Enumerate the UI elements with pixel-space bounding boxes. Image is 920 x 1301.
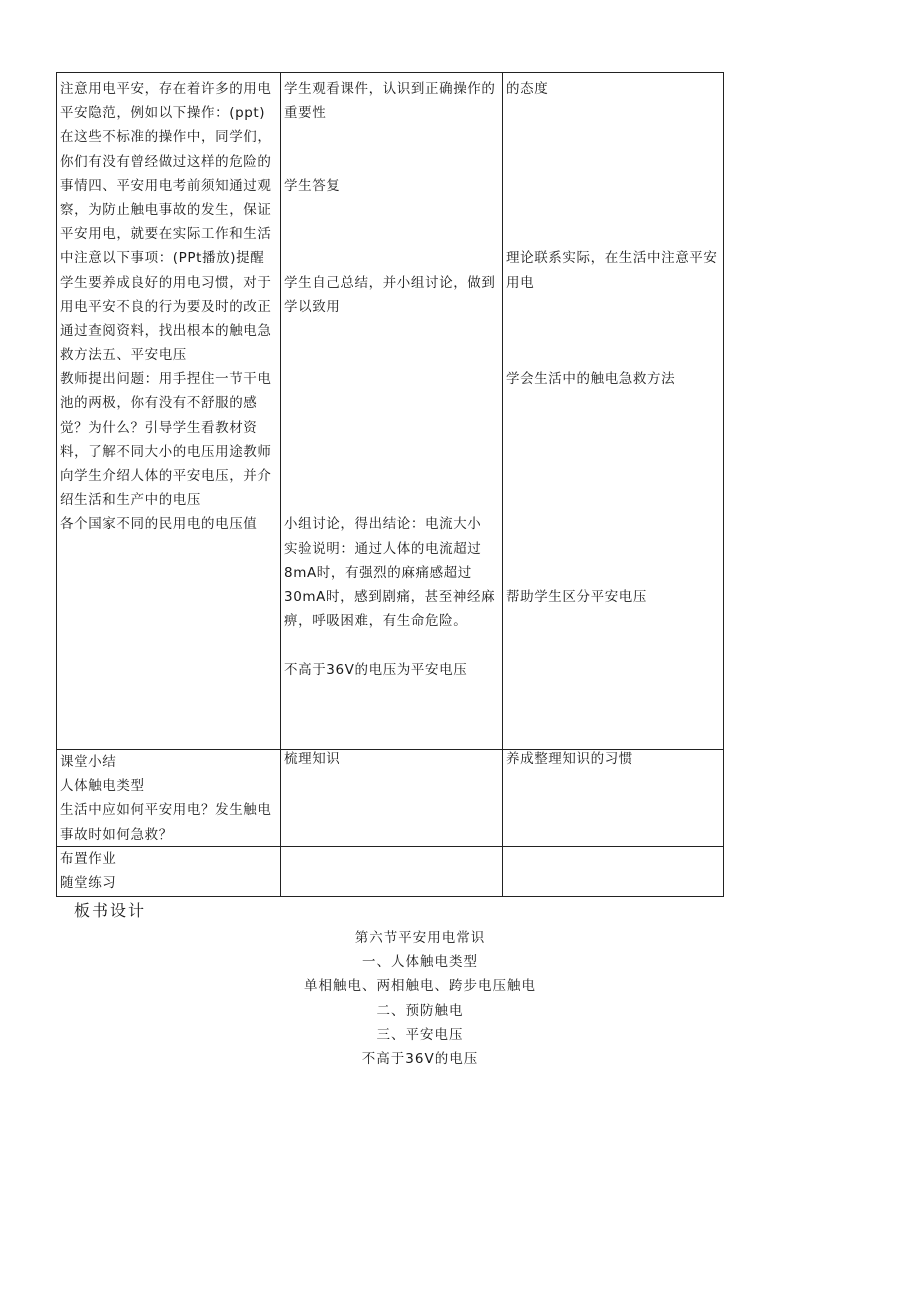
homework-purpose-cell (503, 847, 724, 897)
text-line: 8mA时，有强烈的麻痛感超过 (284, 564, 472, 581)
blank-line (506, 198, 722, 222)
text-line: 不高于36V的电压 (361, 1050, 479, 1067)
text-line: 痹，呼吸困难，有生命危险。 (284, 613, 468, 630)
blank-line (284, 488, 500, 512)
blank-line (506, 488, 722, 512)
text-line: 救方法五、平安电压 (60, 347, 187, 364)
blank-line (284, 416, 500, 440)
summary-student-cell (281, 747, 502, 843)
text-line: 第六节平安用电常识 (354, 930, 486, 946)
blank-line (506, 125, 722, 149)
text-line: 你们有没有曾经做过这样的危险的 (60, 153, 272, 170)
text-line: 注意用电平安，存在着许多的用电 (60, 81, 272, 97)
blank-line (506, 464, 722, 488)
text-line: 料，了解不同大小的电压用途教师 (60, 443, 272, 460)
homework-student-cell (281, 847, 502, 897)
text-line: 小组讨论，得出结论：电流大小 (284, 516, 482, 533)
text-line: 重要性 (284, 105, 327, 122)
text-line: 教师提出问题：用手捏住一节干电 (60, 371, 272, 388)
main-student-cell (281, 77, 502, 747)
text-line: 通过查阅资料，找出根本的触电急 (60, 322, 272, 339)
blank-line (284, 150, 500, 174)
text-line: 生活中应如何平安用电？发生触电 (60, 802, 272, 819)
blank-line (284, 343, 500, 367)
text-line: 事故时如何急救？ (60, 826, 173, 843)
blank-line (284, 464, 500, 488)
blank-line (284, 125, 500, 149)
text-line: 学以致用 (284, 298, 341, 315)
text-line: 不高于36V的电压为平安电压 (284, 661, 468, 678)
blank-line (506, 440, 722, 464)
board-design-content (200, 926, 640, 1071)
blank-line (506, 295, 722, 319)
blank-line (506, 416, 722, 440)
lesson-plan-table (56, 72, 724, 897)
blank-line (506, 150, 722, 174)
blank-line (284, 633, 500, 657)
text-line: 池的两极，你有没有不舒服的感 (60, 395, 258, 412)
text-line: 觉？为什么？引导学生看教材资 (60, 419, 258, 436)
text-line: 单相触电、两相触电、跨步电压触电 (304, 978, 536, 995)
text-line: 学生观看课件，认识到正确操作的 (284, 81, 496, 97)
text-line: 理论联系实际，在生活中注意平安 (506, 250, 718, 267)
blank-line (284, 440, 500, 464)
blank-line (506, 561, 722, 585)
summary-activity-cell (57, 750, 280, 846)
blank-line (506, 391, 722, 415)
text-line: 课堂小结 (60, 754, 117, 770)
homework-activity-cell (57, 847, 280, 897)
blank-line (284, 319, 500, 343)
text-line: 养成整理知识的习惯 (506, 751, 633, 767)
text-line: 各个国家不同的民用电的电压值 (60, 516, 258, 533)
text-line: 用电平安不良的行为要及时的改正 (60, 298, 272, 315)
text-line: 平安用电，就要在实际工作和生活 (60, 226, 272, 243)
text-line: 二、预防触电 (376, 1002, 464, 1019)
text-line: 的态度 (506, 81, 549, 97)
blank-line (284, 367, 500, 391)
text-line: 三、平安电压 (376, 1026, 464, 1043)
text-line: 中注意以下事项：(PPt播放)提醒 (60, 250, 265, 267)
blank-line (506, 537, 722, 561)
main-purpose-cell (503, 77, 724, 747)
text-line: 实验说明：通过人体的电流超过 (284, 540, 482, 557)
text-line: 随堂练习 (60, 875, 117, 892)
text-line: 绍生活和生产中的电压 (60, 492, 201, 509)
text-line: 布置作业 (60, 851, 117, 867)
text-line: 帮助学生区分平安电压 (506, 588, 647, 605)
text-line: 用电 (506, 274, 535, 291)
text-line: 梳理知识 (284, 751, 341, 767)
main-activity-cell (57, 77, 280, 747)
blank-line (506, 512, 722, 536)
text-line: 学生要养成良好的用电习惯，对于 (60, 274, 272, 291)
blank-line (506, 174, 722, 198)
text-line: 在这些不标准的操作中，同学们， (60, 129, 272, 146)
blank-line (284, 246, 500, 270)
blank-line (506, 319, 722, 343)
blank-line (506, 222, 722, 246)
text-line: 察，为防止触电事故的发生，保证 (60, 201, 272, 218)
text-line: 向学生介绍人体的平安电压，并介 (60, 468, 272, 484)
board-design-title: 板书设计 (74, 901, 147, 920)
text-line: 30mA时，感到剧痛，甚至神经麻 (284, 588, 496, 605)
text-line: 学生自己总结，并小组讨论，做到 (284, 274, 496, 291)
text-line: 一、人体触电类型 (362, 954, 478, 971)
text-line: 学会生活中的触电急救方法 (506, 371, 676, 388)
text-line: 学生答复 (284, 177, 341, 194)
text-line: 人体触电类型 (60, 778, 145, 795)
summary-purpose-cell (503, 747, 724, 843)
blank-line (284, 391, 500, 415)
blank-line (506, 101, 722, 125)
text-line: 平安隐范，例如以下操作：(ppt) (60, 105, 266, 122)
blank-line (284, 222, 500, 246)
text-line: 事情四、平安用电考前须知通过观 (60, 177, 272, 194)
blank-line (506, 343, 722, 367)
blank-line (284, 198, 500, 222)
